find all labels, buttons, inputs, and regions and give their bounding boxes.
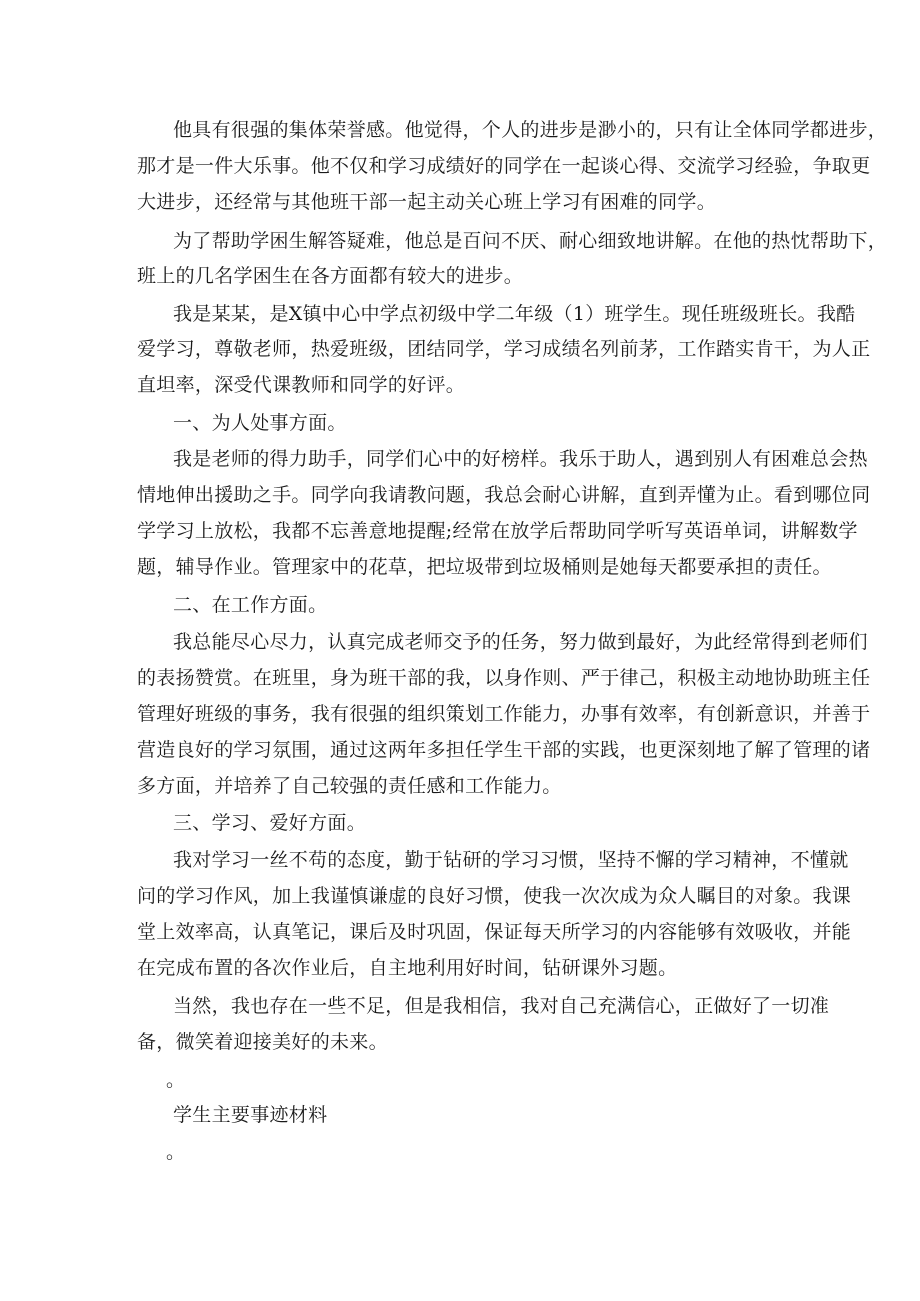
text-line: 的表扬赞赏。在班里，身为班干部的我，以身作则、严于律己，积极主动地协助班主任 — [137, 667, 871, 689]
text-line: 大进步，还经常与其他班干部一起主动关心班上学习有困难的同学。 — [137, 191, 717, 213]
text-line: 学学习上放松，我都不忘善意地提醒;经常在放学后帮助同学听写英语单词，讲解数学 — [137, 520, 858, 542]
text-line: 营造良好的学习氛围，通过这两年多担任学生干部的实践，也更深刻地了解了管理的诸 — [137, 739, 871, 761]
text-line: 堂上效率高，认真笔记，课后及时巩固，保证每天所学习的内容能够有效吸收，并能 — [137, 921, 852, 943]
text-line: 题，辅导作业。管理家中的花草，把垃圾带到垃圾桶则是她每天都要承担的责任。 — [137, 556, 832, 578]
text-line: 备，微笑着迎接美好的未来。 — [137, 1031, 388, 1053]
text-line: 管理好班级的事务，我有很强的组织策划工作能力，办事有效率，有创新意识，并善于 — [137, 703, 871, 725]
text-line: 情地伸出援助之手。同学向我请教问题，我总会耐心讲解，直到弄懂为止。看到哪位同 — [137, 484, 871, 506]
text-line: 直坦率，深受代课教师和同学的好评。 — [137, 374, 466, 396]
section-heading: 一、为人处事方面。 — [173, 412, 347, 434]
text-line: 那才是一件大乐事。他不仅和学习成绩好的同学在一起谈心得、交流学习经验，争取更 — [137, 155, 871, 177]
text-line: 在完成布置的各次作业后，自主地利用好时间，钻研课外习题。 — [137, 957, 678, 979]
text-line: 我总能尽心尽力，认真完成老师交予的任务，努力做到最好，为此经常得到老师们 — [173, 631, 868, 653]
text-line: 当然，我也存在一些不足，但是我相信，我对自己充满信心，正做好了一切准 — [173, 995, 830, 1017]
text-line: 我是某某，是X镇中心中学点初级中学二年级（1）班学生。现任班级班长。我酷 — [173, 303, 856, 325]
text-line: 爱学习，尊敬老师，热爱班级，团结同学，学习成绩名列前茅，工作踏实肯干，为人正 — [137, 338, 871, 360]
section-heading: 三、学习、爱好方面。 — [173, 812, 367, 834]
text-line: 问的学习作风，加上我谨慎谦虚的良好习惯，使我一次次成为众人瞩目的对象。我课 — [137, 885, 852, 907]
text-line: 他具有很强的集体荣誉感。他觉得，个人的进步是渺小的，只有让全体同学都进步， — [173, 119, 888, 141]
section-heading: 二、在工作方面。 — [173, 594, 328, 616]
text-line: 多方面，并培养了自己较强的责任感和工作能力。 — [137, 775, 562, 797]
text-line: 班上的几名学困生在各方面都有较大的进步。 — [137, 265, 524, 287]
punctuation-mark: 。 — [166, 1141, 186, 1163]
punctuation-mark: 。 — [166, 1069, 186, 1091]
text-line: 我对学习一丝不苟的态度，勤于钻研的学习习惯，坚持不懈的学习精神，不懂就 — [173, 849, 849, 871]
text-line: 我是老师的得力助手，同学们心中的好榜样。我乐于助人，遇到别人有困难总会热 — [173, 448, 868, 470]
text-line: 为了帮助学困生解答疑难，他总是百问不厌、耐心细致地讲解。在他的热忱帮助下， — [173, 230, 888, 252]
document-title: 学生主要事迹材料 — [173, 1104, 328, 1126]
